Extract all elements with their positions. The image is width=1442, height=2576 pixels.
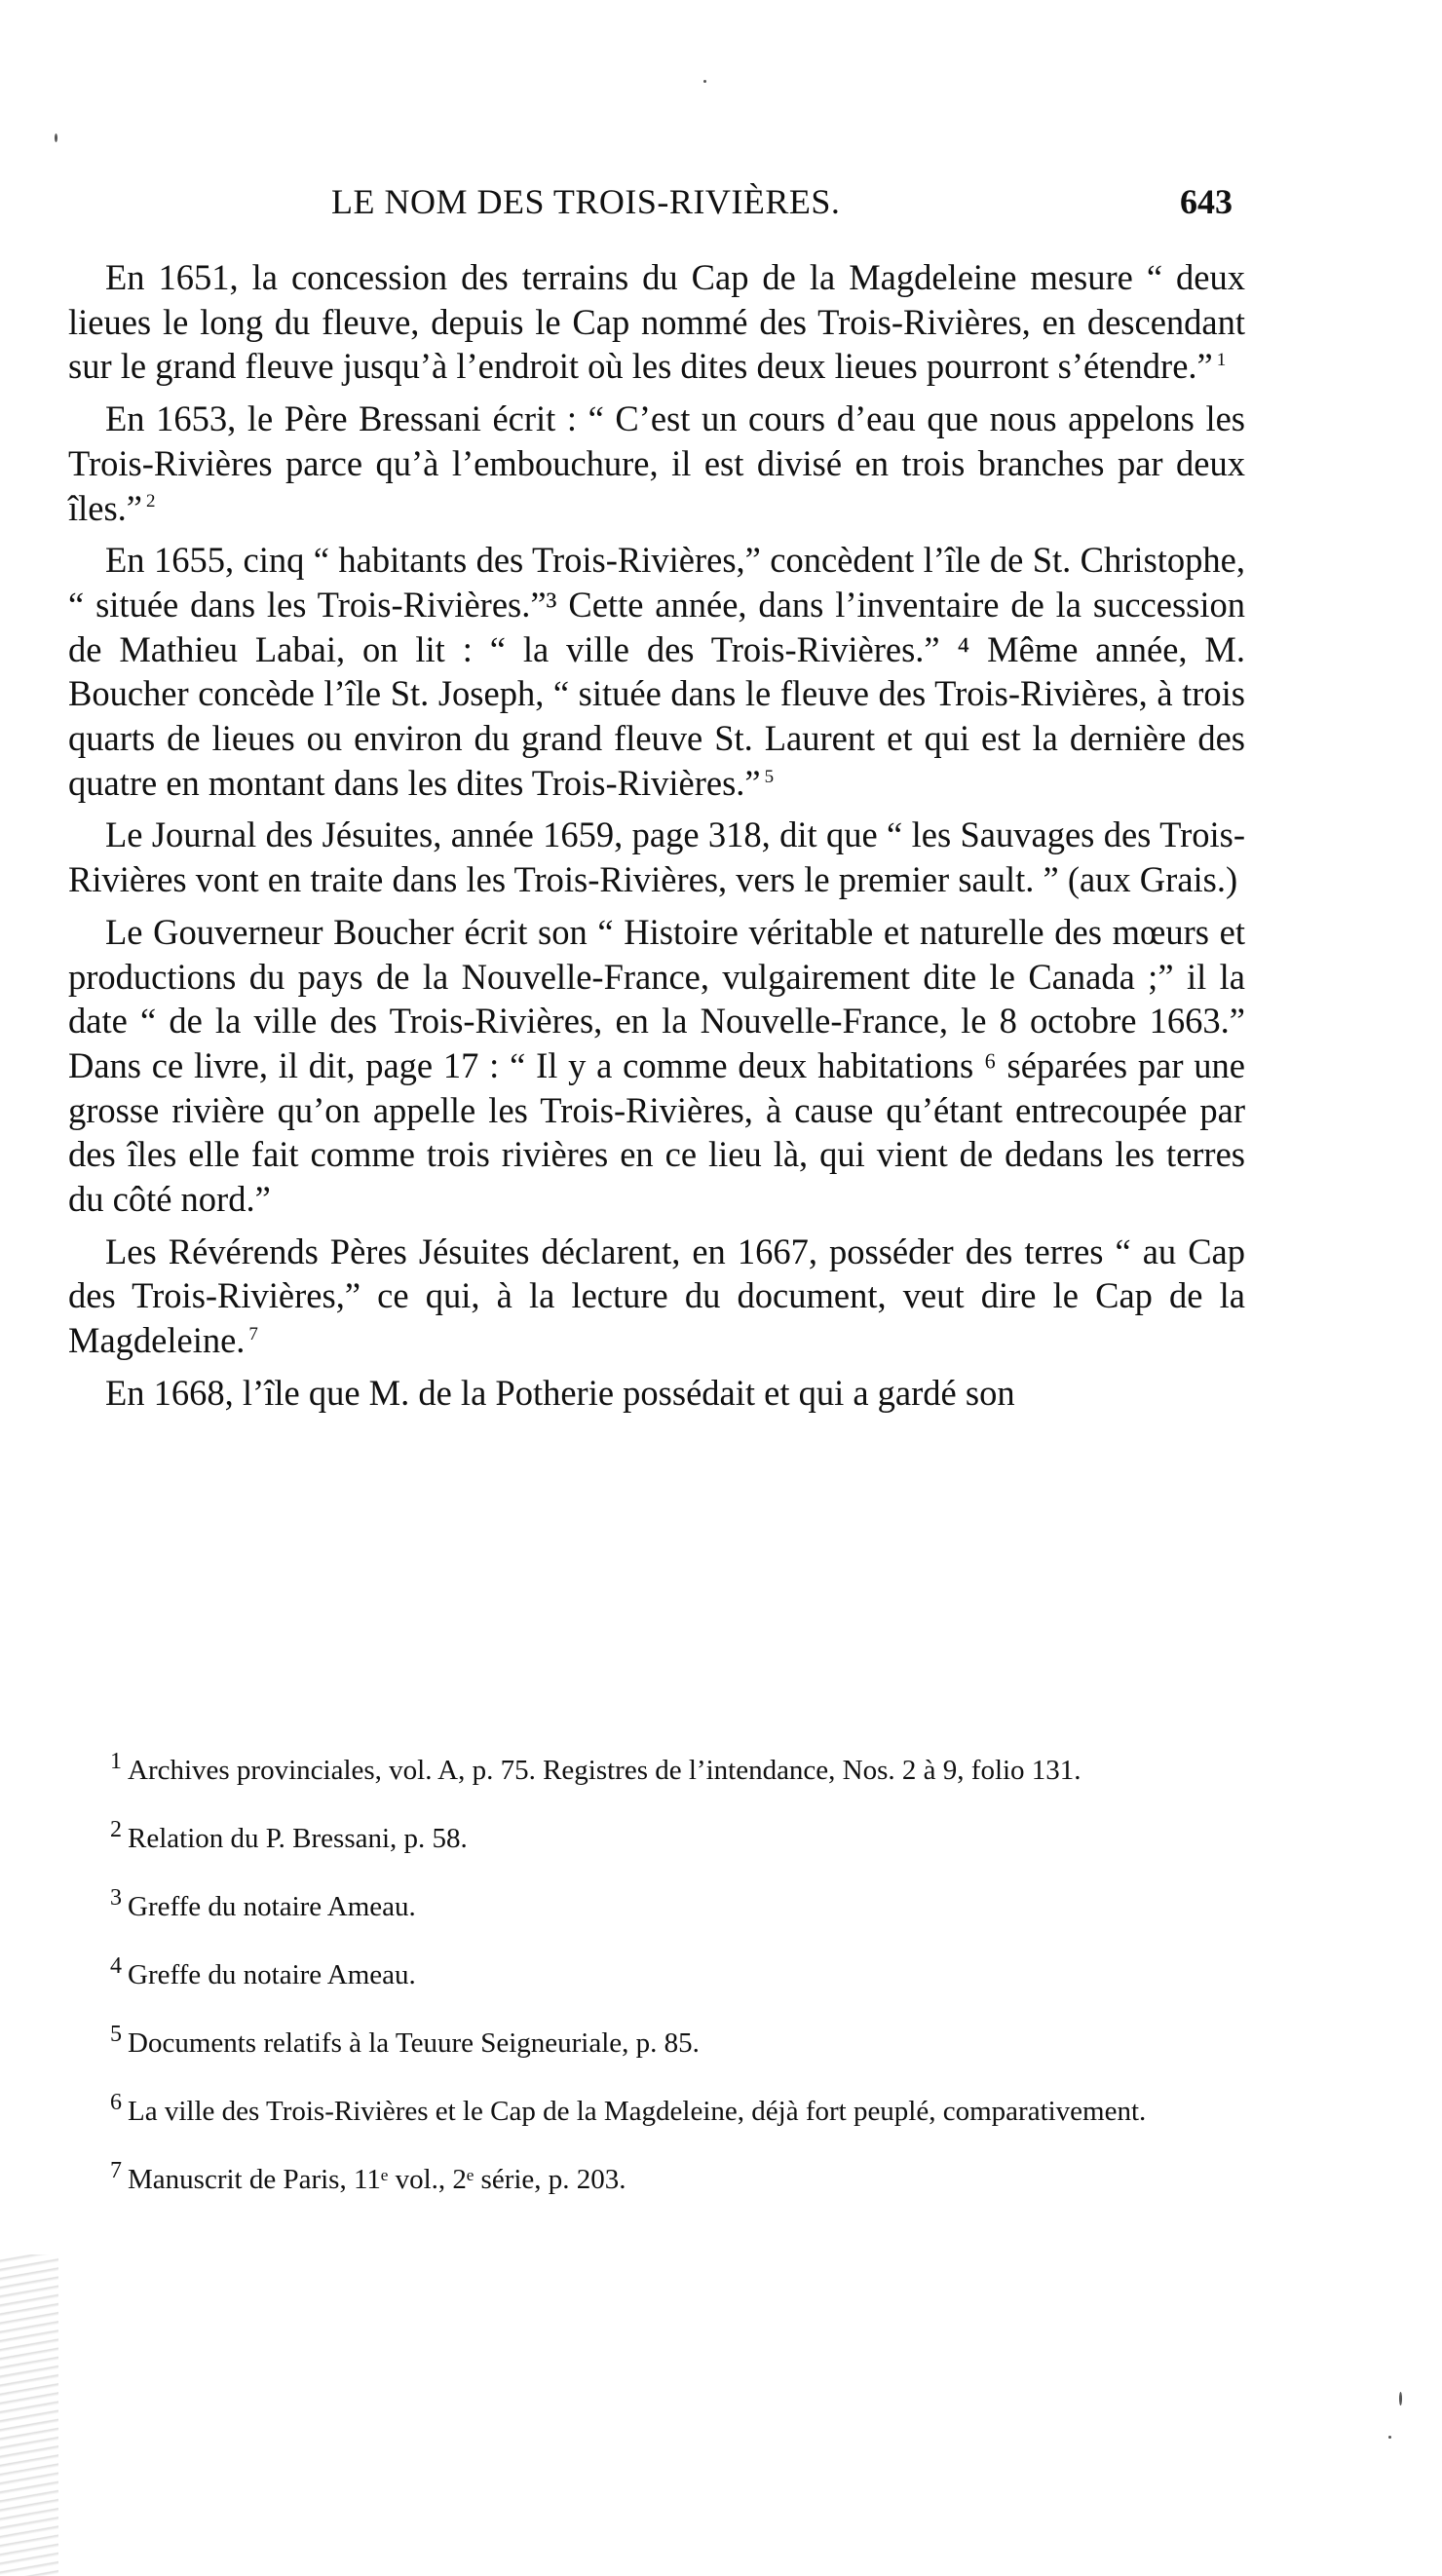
paragraph-text: En 1668, l’île que M. de la Potherie possédait et qui a gardé son <box>105 1372 1015 1413</box>
footnote-text: Documents relatifs à la Teuure Seigneuriale, p. 85. <box>128 2027 700 2059</box>
footnote <box>73 2022 1252 2060</box>
footnote <box>73 1885 1252 1923</box>
footnote-text: La ville des Trois-Rivières et le Cap de la Magdeleine, déjà fort peuplé, comparativement. <box>128 2096 1147 2127</box>
scan-speck <box>1388 2436 1391 2439</box>
footnote-number: 1 <box>110 1749 122 1775</box>
footnote-number: 6 <box>110 2090 122 2116</box>
footnote-number: 3 <box>110 1885 122 1912</box>
paragraph <box>68 910 1245 1222</box>
footnote <box>73 1749 1252 1787</box>
footnote-reference: 5 <box>764 766 775 787</box>
footnote <box>73 2158 1252 2196</box>
footnote-reference: 1 <box>1216 350 1227 371</box>
footnote-text: Greffe du notaire Ameau. <box>128 1959 416 1990</box>
footnote-number: 7 <box>110 2158 122 2184</box>
paragraph <box>68 538 1245 805</box>
footnote-text: Archives provinciales, vol. A, p. 75. Registres de l’intendance, Nos. 2 à 9, folio 131. <box>128 1755 1082 1786</box>
paragraph-text: Les Révérends Pères Jésuites déclarent, en 1667, posséder des terres “ au Cap des Trois-Rivières,” ce qui, à la lecture du document, veut dire le Cap de la Magdeleine. <box>68 1231 1245 1361</box>
footnote-text: Manuscrit de Paris, 11ᵉ vol., 2ᵉ série, p. 203. <box>128 2164 626 2195</box>
scan-speck <box>1399 2392 1402 2406</box>
paragraph-text: Le Gouverneur Boucher écrit son “ Histoire véritable et naturelle des mœurs et productions du pays de la Nouvelle-France, vulgairement dite le Canada ;” il la date “ de la ville des Trois-Rivières, en la Nouvelle-France, le 8 octobre 1663.” Dans ce livre, il dit, page 17 : “ Il y a comme deux habitations ⁶ séparées par une grosse rivière qu’on appelle les Trois-Rivières, à cause qu’étant entrecoupée par des îles elle fait comme trois rivières en ce lieu là, qui vient de dedans les terres du côté nord.” <box>68 911 1245 1220</box>
paragraph <box>68 255 1245 389</box>
footnote-reference: 2 <box>146 491 156 512</box>
footnotes <box>73 1749 1252 2231</box>
footnote <box>73 1953 1252 1991</box>
paragraph-text: Le Journal des Jésuites, année 1659, page 318, dit que “ les Sauvages des Trois-Rivières vont en traite dans les Trois-Rivières, vers le premier sault. ” (aux Grais.) <box>68 814 1245 900</box>
footnote-number: 5 <box>110 2022 122 2048</box>
footnote-number: 4 <box>110 1953 122 1980</box>
page-header <box>102 181 1233 230</box>
paragraph <box>68 1371 1245 1416</box>
page-number: 643 <box>1180 182 1233 221</box>
body-text <box>68 255 1245 1423</box>
paragraph <box>68 397 1245 530</box>
footnote-text: Greffe du notaire Ameau. <box>128 1891 416 1922</box>
footnote-reference: 7 <box>248 1324 258 1345</box>
scan-speck <box>55 133 57 142</box>
footnote-number: 2 <box>110 1817 122 1843</box>
footnote <box>73 2090 1252 2128</box>
scan-speck <box>703 80 706 83</box>
scan-edge-noise <box>0 2254 58 2576</box>
running-title: LE NOM DES TROIS-RIVIÈRES. <box>331 182 841 221</box>
footnote-text: Relation du P. Bressani, p. 58. <box>128 1823 468 1854</box>
paragraph-text: En 1653, le Père Bressani écrit : “ C’est un cours d’eau que nous appelons les Trois-Rivières parce qu’à l’embouchure, il est divisé en trois branches par deux îles.” <box>68 398 1245 528</box>
paragraph-text: En 1651, la concession des terrains du Cap de la Magdeleine mesure “ deux lieues le long du fleuve, depuis le Cap nommé des Trois-Rivières, en descendant sur le grand fleuve jusqu’à l’endroit où les dites deux lieues pourront s’étendre.” <box>68 257 1245 387</box>
paragraph <box>68 813 1245 901</box>
paragraph-text: En 1655, cinq “ habitants des Trois-Rivières,” concèdent l’île de St. Christophe, “ située dans les Trois-Rivières.”³ Cette année, dans l’inventaire de la succession de Mathieu Labai, on lit : “ la ville des Trois-Rivières.” ⁴ Même année, M. Boucher concède l’île St. Joseph, “ située dans le fleuve des Trois-Rivières, à trois quarts de lieues ou environ du grand fleuve St. Laurent et qui est la dernière des quatre en montant dans les dites Trois-Rivières.” <box>68 540 1245 803</box>
paragraph <box>68 1230 1245 1363</box>
footnote <box>73 1817 1252 1855</box>
